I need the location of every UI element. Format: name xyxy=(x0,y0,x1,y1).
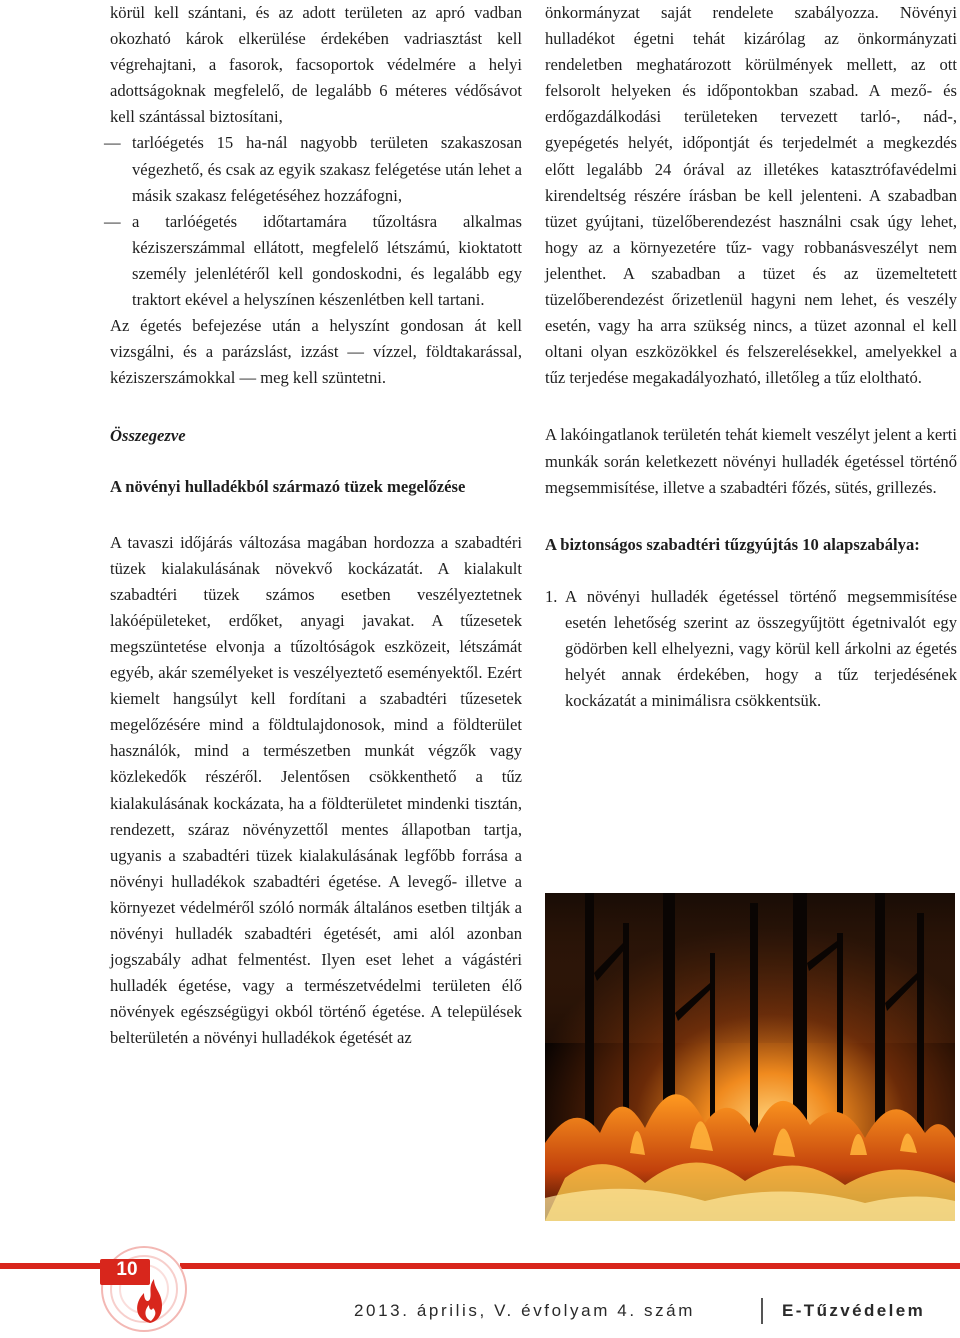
residential-paragraph: A lakóingatlanok területén tehát kiemelt veszélyt jelent a kerti munkák során keletkezett növényi hulladék égetéssel történő megsemmisítése, illetve a szabadtéri főzés, sütés, grillezés. xyxy=(545,425,957,497)
forest-fire-illustration xyxy=(545,893,955,1221)
regulation-paragraph: önkormányzat saját rendelete szabályozza. Növényi hulladékot égetni tehát kizárólag az önkormányzati rendeletben meghatározott körülmények mellett, az ott felsorolt helyeken és időpontokban szabad. A mező- és erdőgazdálkodási területeken tervezett tarló-, nád-, gyepégetés helyét, időpontját és terjedelmét a megkezdés előtt legalább 24 órával az illetékes katasztrófavédelmi kirendeltség részére írásban be kell jelenteni. A szabadban tüzet gyújtani, tüzelőberendezést használni csak úgy lehet, hogy az a környezetére tűz- vagy robbanásveszélyt nem jelenthet. A szabadban a tüzet és az üzemeltetett tüzelőberendezést őrizetlenül hagyni nem lehet, és veszély esetén, vagy ha arra szükség nincs, a tüzet azonnal el kell oltani olyan eszközökkel és felszerelésekkel, amelyekkel a tűz terjedése megakadályozható, illetőleg a tűz eloltható. xyxy=(545,3,957,388)
flame-logo-icon xyxy=(100,1245,188,1333)
page-footer xyxy=(0,1240,960,1338)
main-paragraph: A tavaszi időjárás változása magában hordozza a szabadtéri tüzek kialakulásának növekvő kockázatát. A kialakult szabadtéri tüzek számos esetben veszélyeztetnek lakóépületeket, erdőket, anyagi javakat. A tűzesetek megszüntetése elvonja a tűzoltóságok eszközeit, létszámát egyéb, akár személyeket is veszélyeztető eseményektől. Ezért kiemelt hangsúlyt kell fordítani a szabadtéri tűzesetek megelőzésére mind a földtulajdonosok, mind a földterület használók, mind a természetben munkát végzők vagy közlekedők részéről. Jelentősen csökkenthető a tűz kialakulásának kockázata, ha a földterületet mindenki tisztán, rendezett, száraz növényzettől mentes állapotban tartja, ugyanis a szabadtéri tüzek kialakulásának legfőbb forrása a növényi hulladékok szabadtéri égetése. A levegő- illetve a környezet védelméről szóló normák általános esetben tiltják a növényi hulladék szabadtéri égetését, ami alól azonban jogszabály adhat felmentést. Ilyen eset lehet a vágástéri hulladék égetése, vagy a természetvédelmi területen élő növények egészségügyi okból történő égetése. A települések belterületén a növényi hulladékok égetését az xyxy=(110,532,522,1048)
page-number: 10 xyxy=(116,1259,138,1280)
right-column xyxy=(545,0,957,714)
section-heading: A növényi hulladékból származó tüzek megelőzése xyxy=(110,476,466,496)
rule-text: A növényi hulladék égetéssel történő megsemmisítése esetén lehetőség szerint az összegyűjtött égetnivalót egy gödörben kell elhelyezni, vagy körül kell árkolni az égetés helyét annak érdekében, hogy a tűz terjedésének kockázatát a minimálisra csökkentsük. xyxy=(565,586,957,711)
magazine-name: E-Tűzvédelem xyxy=(782,1301,926,1320)
section-title: Összegezve xyxy=(110,426,186,446)
rule-number: 1. xyxy=(545,586,558,606)
forest-fire-photo xyxy=(545,893,955,1221)
dash-item-partial-burning: — tarlóégetés 15 ha-nál nagyobb területen szakaszosan végezhető, és csak az egyik szakasz felégetése után lehet a másik szakasz felégetéséhez hozzáfogni, xyxy=(110,130,522,208)
rule-item-1 xyxy=(545,584,957,714)
left-column xyxy=(110,0,522,1051)
footer-accent-bar xyxy=(180,1263,960,1269)
dash-item-supervision: — a tarlóégetés időtartamára tűzoltásra alkalmas kéziszerszámmal ellátott, megfelelő létszámú, kioktatott személy jelenlétéről kell gondoskodni, és legalább egy traktort ekével a helyszínen készenlétben kell tartani. xyxy=(110,209,522,313)
footer-divider xyxy=(761,1298,763,1324)
dash-item-continuation: körül kell szántani, és az adott területen az apró vadban okozható károk elkerülése érdekében vadriasztást kell végrehajtani, a fasorok, facsoportok védelmére a helyi adottságoknak megfelelő, de legalább 6 méteres védősávot kell szántással biztosítani, xyxy=(110,3,522,127)
rules-heading: A biztonságos szabadtéri tűzgyújtás 10 alapszabálya: xyxy=(545,534,920,554)
after-burning-paragraph: Az égetés befejezése után a helyszínt gondosan át kell vizsgálni, és a parázslást, izzást — vízzel, földtakarással, kéziszerszámokkal — meg kell szüntetni. xyxy=(110,316,522,388)
issue-info: 2013. április, V. évfolyam 4. szám xyxy=(354,1301,696,1320)
